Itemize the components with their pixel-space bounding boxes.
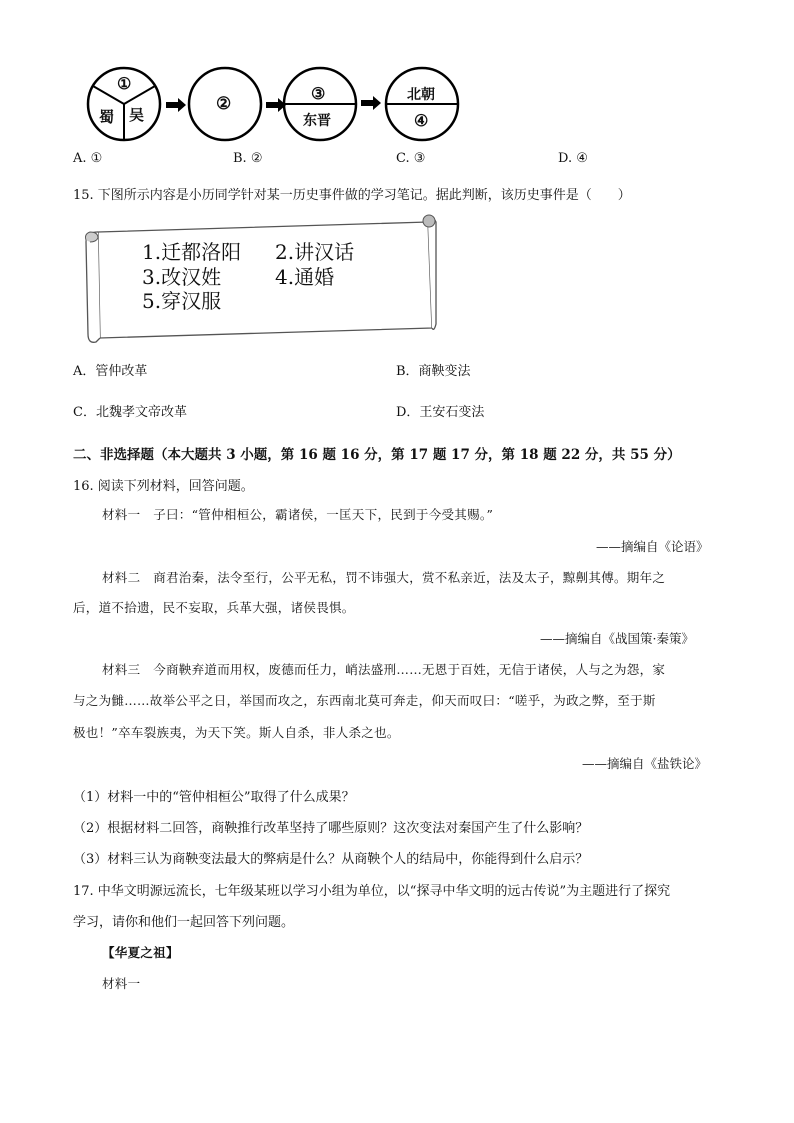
q17-stem-line-1: 17. 中华文明源远流长，七年级某班以学习小组为单位，以“探寻中华文明的远古传说”为主题进行了探究: [73, 884, 671, 899]
arrow-3: [361, 96, 381, 110]
q14-option-c[interactable]: C. ③: [396, 151, 426, 166]
q16-material-3-line-1: 材料三 今商鞅弃道而用权，废德而任力，峭法盛刑……无恩于百姓，无信于诸侯，人与之为怨，家: [102, 662, 666, 677]
arrow-1: [166, 98, 186, 112]
note-2: 2.讲汉话: [275, 240, 355, 264]
q15-option-d[interactable]: D．王安石变法: [396, 405, 485, 420]
circle3-top: ③: [311, 84, 326, 103]
circle4-top: 北朝: [407, 87, 435, 103]
q16-material-2-line-2: 后，道不拾遗，民不妄取，兵革大强，诸侯畏惧。: [73, 600, 355, 615]
q16-sub-3: （3）材料三认为商鞅变法最大的弊病是什么？从商鞅个人的结局中，你能得到什么启示？: [73, 852, 589, 867]
q17-material-1: 材料一: [102, 976, 141, 991]
q16-material-2-source: ——摘编自《战国策·秦策》: [540, 631, 694, 646]
q16-material-1-source: ——摘编自《论语》: [596, 539, 709, 554]
circle3-bottom: 东晋: [303, 113, 331, 129]
q14-option-d[interactable]: D. ④: [558, 151, 588, 166]
circle1-left: 蜀: [99, 108, 115, 126]
q16-material-2-line-1: 材料二 商君治秦，法令至行，公平无私，罚不讳强大，赏不私亲近，法及太子，黥劓其傅。期年之: [102, 570, 666, 585]
q16-sub-1: （1）材料一中的“管仲相桓公”取得了什么成果？: [73, 790, 355, 805]
circle4-bottom: ④: [414, 111, 429, 130]
q14-option-b[interactable]: B. ②: [233, 151, 263, 166]
scroll-note: [80, 212, 445, 347]
q15-option-b[interactable]: B．商鞅变法: [396, 364, 471, 379]
q16-material-1: 材料一 子曰：“管仲相桓公，霸诸侯，一匡天下，民到于今受其赐。”: [102, 507, 494, 522]
circle2-center: ②: [216, 94, 232, 114]
q17-stem-line-2: 学习，请你和他们一起回答下列问题。: [73, 915, 295, 930]
note-4: 4.通婚: [275, 265, 335, 289]
q16-material-3-line-3: 极也！”卒车裂族夷，为天下笑。斯人自杀，非人杀之也。: [73, 725, 400, 740]
section-heading: 二、非选择题（本大题共 3 小题，第 16 题 16 分，第 17 题 17 分，第 18 题 22 分，共 55 分）: [73, 447, 681, 463]
q16-material-3-source: ——摘编自《盐铁论》: [582, 756, 708, 771]
circle1-right: 吴: [129, 106, 145, 124]
q16-sub-2: （2）根据材料二回答，商鞅推行改革坚持了哪些原则？这次变法对秦国产生了什么影响？: [73, 821, 589, 836]
q16-stem: 16. 阅读下列材料，回答问题。: [73, 479, 254, 494]
q15-option-c[interactable]: C．北魏孝文帝改革: [73, 405, 187, 420]
note-1: 1.迁都洛阳: [142, 240, 242, 264]
note-5: 5.穿汉服: [142, 289, 222, 313]
q16-material-3-line-2: 与之为雠……故举公平之日，举国而攻之，东西南北莫可奔走，仰天而叹曰：“嗟乎，为政之弊，至于斯: [73, 693, 656, 708]
q15-option-a[interactable]: A．管仲改革: [73, 364, 148, 379]
q17-heading: 【华夏之祖】: [102, 945, 179, 960]
note-3: 3.改汉姓: [142, 265, 222, 289]
q15-stem: 15. 下图所示内容是小历同学针对某一历史事件做的学习笔记。据此判断，该历史事件是（ ）: [73, 188, 631, 203]
q14-option-a[interactable]: A. ①: [73, 151, 103, 166]
circle1-top: ①: [117, 74, 132, 93]
